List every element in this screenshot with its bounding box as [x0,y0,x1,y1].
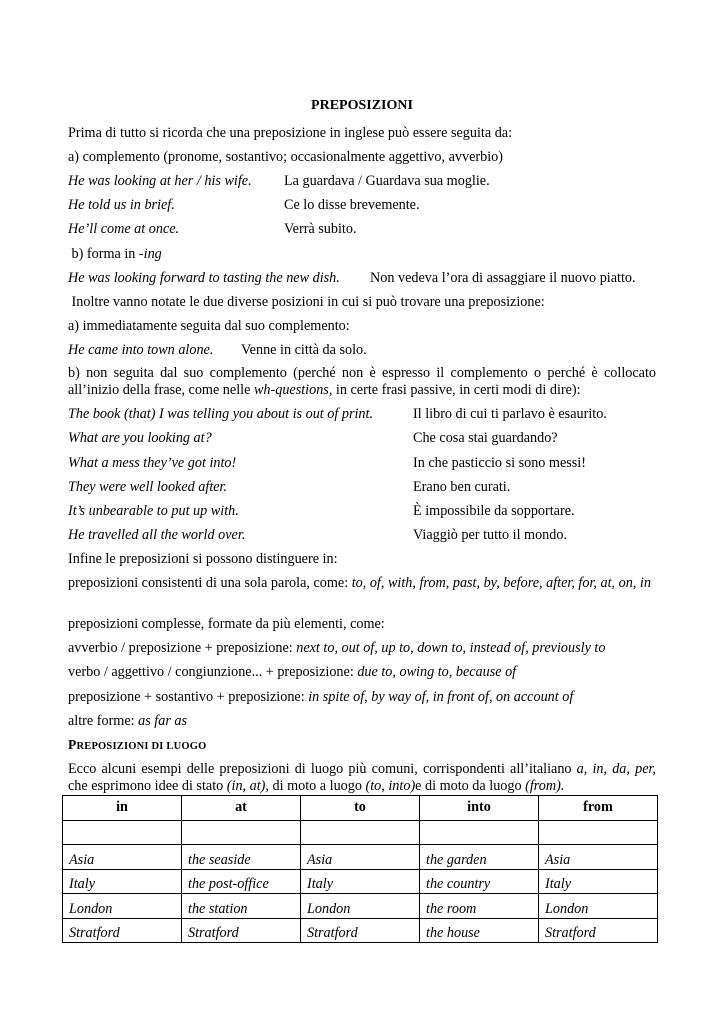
pos-b-example-it: Il libro di cui ti parlavo è esaurito. [413,406,607,422]
complex-label: preposizioni complesse, formate da più elementi, come: [68,616,385,632]
section-heading-rest: REPOSIZIONI DI LUOGO [76,741,207,752]
complex-row-label: preposizione + sostantivo + preposizione: [68,689,309,705]
simple-label: preposizioni consistenti di una sola parola, come: [68,575,352,591]
table-cell: Stratford [182,918,301,943]
pos-b-example-it: È impossibile da sopportare. [413,503,575,519]
table-cell [539,820,658,845]
a-example-en: He’ll come at once. [68,221,180,237]
intro-text: Prima di tutto si ricorda che una preposizione in inglese può essere seguita da: [68,125,513,141]
table-row [63,894,658,919]
a-example-it: Verrà subito. [284,221,357,237]
pos-a-example-en: He came into town alone. [68,342,214,358]
section-text: e di moto da luogo [415,777,526,794]
complex-row [68,712,187,730]
table-cell [301,820,420,845]
table-cell: Italy [301,869,420,894]
table-row [63,820,658,845]
b-heading-ing: -ing [138,246,162,262]
pos-a-heading: a) immediatamente seguita dal suo complemento: [68,318,350,334]
table-cell: the post-office [182,869,301,894]
pos-b-paragraph [68,365,656,398]
section-text-it: a, in, da, per, [576,761,656,777]
complex-row-examples: due to, owing to, because of [357,664,517,680]
pos-b-example-it: In che pasticcio si sono messi! [413,455,586,471]
column-header: into [420,796,539,821]
table-cell: Asia [63,845,182,870]
table-cell: London [63,894,182,919]
table-cell: London [539,894,658,919]
table-cell: the garden [420,845,539,870]
complex-row-label: verbo / aggettivo / congiunzione... + preposizione: [68,664,358,680]
a-example-en: He told us in brief. [68,197,175,213]
table-cell: Italy [539,869,658,894]
complex-row [68,688,573,706]
column-header: from [539,796,658,821]
a-example-en: He was looking at her / his wife. [68,173,252,189]
table-header-row [63,796,658,821]
b-example-it: Non vedeva l’ora di assaggiare il nuovo piatto. [370,270,636,286]
a-example-it: Ce lo disse brevemente. [284,197,420,213]
page-title: PREPOSIZIONI [311,98,413,113]
a-example-it: La guardava / Guardava sua moglie. [284,173,490,189]
table-cell: Asia [539,845,658,870]
pos-b-example-en: They were well looked after. [68,479,228,495]
table-row [63,918,658,943]
table-cell: the station [182,894,301,919]
section-text: di moto a luogo [268,777,366,794]
table-cell: Stratford [63,918,182,943]
section-heading-cap: P [68,737,77,752]
table-cell: Stratford [301,918,420,943]
table-cell: the seaside [182,845,301,870]
section-heading [68,737,206,753]
pos-b-example-en: What are you looking at? [68,430,212,446]
pos-b-example-en: He travelled all the world over. [68,527,246,543]
simple-list: to, of, with, from, past, by, before, after, for, at, on, in [351,575,651,591]
pos-b-example-en: The book (that) I was telling you about is out of print. [68,406,374,422]
pos-a-example-it: Venne in città da solo. [241,342,367,358]
table-cell [420,820,539,845]
complex-row-examples: next to, out of, up to, down to, instead of, previously to [296,640,606,656]
pos-b-wh: wh-questions, [253,381,333,398]
section-text-it: (to, into) [365,777,416,794]
section-text: che esprimono idee di stato [68,777,227,794]
table-row [63,845,658,870]
pos-b-example-it: Viaggiò per tutto il mondo. [413,527,568,543]
complex-row [68,663,516,681]
table-row [63,869,658,894]
complex-row [68,639,605,657]
table-cell: the country [420,869,539,894]
simple-prepositions [68,575,656,592]
pos-b-example-it: Che cosa stai guardando? [413,430,558,446]
distinguish-text: Infine le preposizioni si possono distinguere in: [68,551,338,567]
column-header: in [63,796,182,821]
complex-row-examples: in spite of, by way of, in front of, on account of [308,689,574,705]
table-cell: Stratford [539,918,658,943]
complex-row-label: altre forme: [68,713,139,729]
table-cell: the room [420,894,539,919]
pos-b-text: b) non seguita dal suo complemento (perché non è espresso il complemento o perché è collocato all’inizio della frase, come nelle [68,365,656,398]
pos-b-example-en: What a mess they’ve got into! [68,455,237,471]
section-text: Ecco alcuni esempi delle preposizioni di luogo più comuni, corrispondenti all’italiano [68,761,577,777]
column-header: at [182,796,301,821]
complex-row-examples: as far as [138,713,188,729]
section-paragraph [68,761,656,794]
prepositions-table [62,795,658,943]
section-text-it: (from). [525,777,565,794]
b-heading [68,245,162,263]
table-cell [63,820,182,845]
table-cell [182,820,301,845]
positions-intro: Inoltre vanno notate le due diverse posizioni in cui si può trovare una preposizione: [68,294,545,310]
pos-b-example-it: Erano ben curati. [413,479,511,495]
table-cell: the house [420,918,539,943]
pos-b-text: in certe frasi passive, in certi modi di dire): [332,381,581,398]
table-cell: Italy [63,869,182,894]
table-cell: London [301,894,420,919]
a-heading: a) complemento (pronome, sostantivo; occasionalmente aggettivo, avverbio) [68,149,503,165]
table-cell: Asia [301,845,420,870]
complex-row-label: avverbio / preposizione + preposizione: [68,640,297,656]
section-text-it: (in, at), [226,777,269,794]
pos-b-example-en: It’s unbearable to put up with. [68,503,239,519]
column-header: to [301,796,420,821]
b-example-en: He was looking forward to tasting the new dish. [68,270,340,286]
b-heading-text: b) forma in [68,246,139,262]
